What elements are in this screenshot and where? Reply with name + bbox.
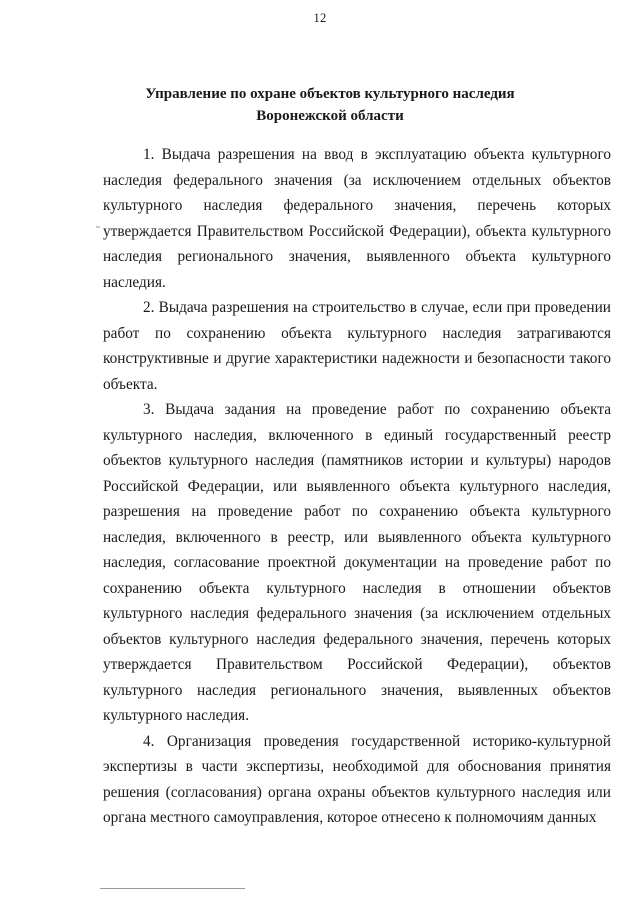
section-heading-line-2: Воронежской области <box>256 108 404 124</box>
document-body <box>103 142 611 831</box>
paragraph-2: 2. Выдача разрешения на строительство в случае, если при проведении работ по сохранению объекта культурного наследия затрагиваются конструктивные и другие характеристики надежности и безопасности такого объекта. <box>103 299 611 393</box>
paragraph-3: 3. Выдача задания на проведение работ по сохранению объекта культурного наследия, включенного в единый государственный реестр объектов культурного наследия (памятников истории и культуры) народов Российской Федерации, или выявленного объекта культурного наследия, разрешения на проведение работ по сохранению объекта культурного наследия, включенного в реестр, или выявленного объекта культурного наследия, согласование проектной документации на проведение работ по сохранению объекта культурного наследия в отношении объектов культурного наследия федерального значения (за исключением отдельных объектов культурного наследия федерального значения, перечень которых утверждается Правительством Российской Федерации), объектов культурного наследия регионального значения, выявленных объектов культурного наследия. <box>103 401 611 724</box>
footer-divider <box>100 888 245 889</box>
section-heading-line-1: Управление по охране объектов культурного наследия <box>145 86 515 102</box>
scan-artifact <box>96 226 100 228</box>
paragraph-4: 4. Организация проведения государственной историко-культурной экспертизы в части экспертизы, необходимой для обоснования принятия решения (согласования) органа охраны объектов культурного наследия или органа местного самоуправления, которое отнесено к полномочиям данных <box>103 732 611 826</box>
paragraph-1: 1. Выдача разрешения на ввод в эксплуатацию объекта культурного наследия федерального значения (за исключением отдельных объектов культурного наследия федерального значения, перечень которых утверждается Правительством Российской Федерации), объекта культурного наследия регионального значения, выявленного объекта культурного наследия. <box>103 146 611 291</box>
page-number: 12 <box>313 11 327 25</box>
section-heading <box>80 83 580 127</box>
